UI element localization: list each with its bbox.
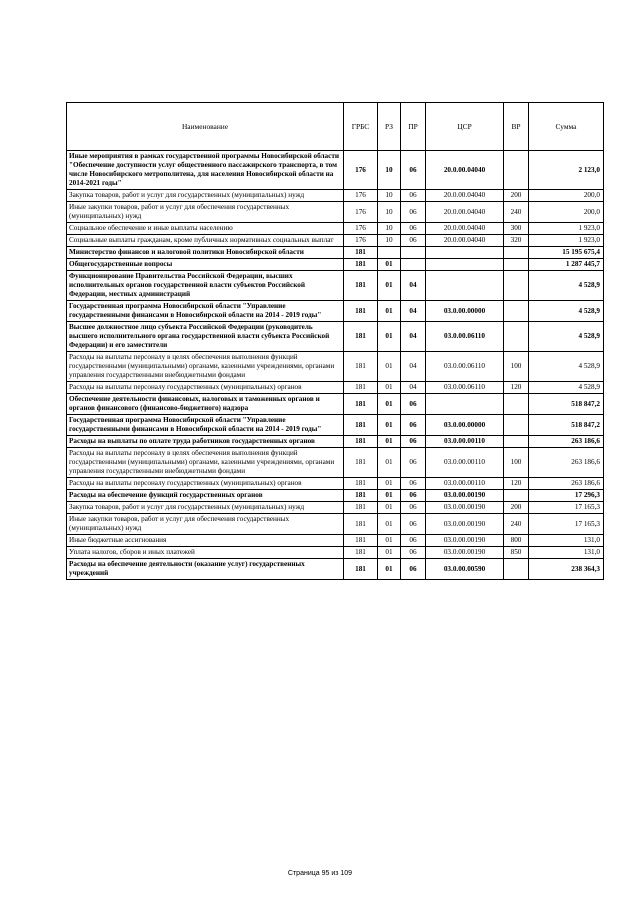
cell-grbs: 181 [344,259,378,271]
cell-csr [426,394,504,415]
table-row [67,478,604,490]
cell-pr: 04 [401,322,426,352]
cell-rz: 01 [378,514,401,535]
cell-grbs: 181 [344,301,378,322]
cell-pr [401,259,426,271]
cell-grbs: 176 [344,202,378,223]
cell-name: Расходы на обеспечение деятельности (оказание услуг) государственных учреждений [67,559,344,580]
cell-rz: 01 [378,448,401,478]
cell-rz: 01 [378,535,401,547]
cell-pr: 06 [401,202,426,223]
cell-name: Обеспечение деятельности финансовых, налоговых и таможенных органов и органов финансового (финансово-бюджетного) надзора [67,394,344,415]
table-row [67,559,604,580]
cell-pr: 06 [401,535,426,547]
cell-pr: 06 [401,151,426,190]
cell-pr [401,247,426,259]
cell-vr: 120 [504,382,529,394]
cell-rz: 01 [378,478,401,490]
cell-sum: 238 364,3 [529,559,604,580]
cell-rz: 01 [378,559,401,580]
cell-grbs: 181 [344,415,378,436]
cell-pr: 06 [401,436,426,448]
cell-sum: 4 528,9 [529,322,604,352]
cell-csr: 03.0.00.00190 [426,535,504,547]
cell-pr: 06 [401,490,426,502]
cell-sum: 4 528,9 [529,352,604,382]
table-row [67,415,604,436]
cell-pr: 06 [401,448,426,478]
cell-csr: 03.0.00.00190 [426,490,504,502]
cell-sum: 17 165,3 [529,502,604,514]
cell-name: Расходы на выплаты персоналу государственных (муниципальных) органов [67,382,344,394]
table-row [67,490,604,502]
cell-csr: 20.0.00.04040 [426,223,504,235]
cell-grbs: 181 [344,514,378,535]
cell-csr: 03.0.00.00190 [426,502,504,514]
cell-csr: 03.0.00.06110 [426,322,504,352]
cell-vr: 320 [504,235,529,247]
cell-grbs: 181 [344,322,378,352]
cell-grbs: 181 [344,394,378,415]
table-row [67,301,604,322]
cell-vr [504,436,529,448]
cell-vr [504,559,529,580]
cell-vr: 850 [504,547,529,559]
cell-csr [426,247,504,259]
cell-grbs: 181 [344,535,378,547]
table-row [67,247,604,259]
table-row [67,151,604,190]
table-row [67,271,604,301]
cell-name: Уплата налогов, сборов и иных платежей [67,547,344,559]
table-row [67,352,604,382]
cell-name: Закупка товаров, работ и услуг для государственных (муниципальных) нужд [67,190,344,202]
cell-grbs: 181 [344,478,378,490]
table-row [67,259,604,271]
cell-grbs: 181 [344,271,378,301]
cell-name: Социальные выплаты гражданам, кроме публичных нормативных социальных выплат [67,235,344,247]
cell-csr: 03.0.00.00190 [426,547,504,559]
cell-csr: 20.0.00.04040 [426,235,504,247]
cell-rz: 01 [378,502,401,514]
cell-csr: 20.0.00.04040 [426,151,504,190]
cell-rz: 01 [378,436,401,448]
cell-rz: 01 [378,271,401,301]
cell-rz: 01 [378,382,401,394]
cell-csr: 03.0.00.00190 [426,514,504,535]
cell-vr [504,151,529,190]
cell-csr: 03.0.00.00000 [426,415,504,436]
cell-sum: 131,0 [529,547,604,559]
cell-name: Иные закупки товаров, работ и услуг для обеспечения государственных (муниципальных) нужд [67,514,344,535]
cell-sum: 200,0 [529,190,604,202]
cell-sum: 263 186,6 [529,478,604,490]
table-row [67,382,604,394]
cell-grbs: 176 [344,190,378,202]
cell-sum: 518 847,2 [529,394,604,415]
cell-pr: 06 [401,514,426,535]
cell-grbs: 181 [344,436,378,448]
cell-name: Высшее должностное лицо субъекта Российской Федерации (руководитель высшего исполнительного органа государственной власти субъекта Российской Федерации) и его заместители [67,322,344,352]
cell-vr: 120 [504,478,529,490]
cell-sum: 1 923,0 [529,235,604,247]
cell-sum: 1 923,0 [529,223,604,235]
cell-sum: 2 123,0 [529,151,604,190]
table-row [67,394,604,415]
cell-csr: 20.0.00.04040 [426,202,504,223]
cell-name: Иные мероприятия в рамках государственной программы Новосибирской области "Обеспечение доступности услуг общественного пассажирского транспорта, в том числе Новосибирского метрополитена, для населения Новосибирской области на 2014-2021 годы" [67,151,344,190]
cell-sum: 4 528,9 [529,271,604,301]
cell-csr [426,259,504,271]
budget-table [66,102,604,580]
cell-vr: 100 [504,448,529,478]
cell-pr: 06 [401,190,426,202]
cell-csr: 03.0.00.00590 [426,559,504,580]
cell-rz: 10 [378,190,401,202]
cell-grbs: 181 [344,502,378,514]
cell-rz: 01 [378,259,401,271]
cell-csr: 03.0.00.06110 [426,382,504,394]
cell-sum: 200,0 [529,202,604,223]
cell-name: Министерство финансов и налоговой политики Новосибирской области [67,247,344,259]
cell-name: Социальное обеспечение и иные выплаты населению [67,223,344,235]
cell-rz: 10 [378,223,401,235]
cell-grbs: 176 [344,151,378,190]
cell-rz [378,247,401,259]
cell-grbs: 181 [344,448,378,478]
cell-pr: 06 [401,415,426,436]
cell-grbs: 181 [344,547,378,559]
table-row [67,502,604,514]
header-pr: ПР [401,103,426,151]
cell-name: Закупка товаров, работ и услуг для государственных (муниципальных) нужд [67,502,344,514]
cell-grbs: 176 [344,223,378,235]
table-row [67,448,604,478]
header-name: Наименование [67,103,344,151]
cell-sum: 17 296,3 [529,490,604,502]
cell-name: Расходы на выплаты персоналу государственных (муниципальных) органов [67,478,344,490]
cell-vr: 100 [504,352,529,382]
cell-name: Расходы на обеспечение функций государственных органов [67,490,344,502]
table-row [67,223,604,235]
cell-name: Расходы на выплаты персоналу в целях обеспечения выполнения функций государственными (муниципальными) органами, казенными учреждениями, органами управления государственными внебюджетными фондами [67,352,344,382]
cell-sum: 15 195 675,4 [529,247,604,259]
cell-vr [504,394,529,415]
cell-name: Государственная программа Новосибирской области "Управление государственными финансами в Новосибирской области на 2014 - 2019 годы" [67,415,344,436]
cell-sum: 1 287 445,7 [529,259,604,271]
cell-pr: 06 [401,394,426,415]
cell-sum: 263 186,6 [529,436,604,448]
cell-csr: 20.0.00.04040 [426,190,504,202]
cell-rz: 01 [378,301,401,322]
cell-rz: 01 [378,394,401,415]
cell-rz: 01 [378,547,401,559]
cell-grbs: 181 [344,490,378,502]
cell-pr: 04 [401,352,426,382]
cell-rz: 10 [378,202,401,223]
table-row [67,235,604,247]
cell-grbs: 181 [344,352,378,382]
cell-vr: 200 [504,502,529,514]
cell-sum: 17 165,3 [529,514,604,535]
cell-grbs: 181 [344,382,378,394]
cell-pr: 04 [401,382,426,394]
header-csr: ЦСР [426,103,504,151]
cell-pr: 04 [401,271,426,301]
cell-pr: 06 [401,559,426,580]
header-grbs: ГРБС [344,103,378,151]
table-row [67,535,604,547]
cell-vr: 800 [504,535,529,547]
cell-vr: 300 [504,223,529,235]
header-vr: ВР [504,103,529,151]
cell-vr [504,271,529,301]
cell-name: Иные бюджетные ассигнования [67,535,344,547]
cell-pr: 06 [401,223,426,235]
cell-name: Расходы на выплаты персоналу в целях обеспечения выполнения функций государственными (муниципальными) органами, казенными учреждениями, органами управления государственными внебюджетными фондами [67,448,344,478]
cell-vr [504,322,529,352]
table-row [67,190,604,202]
cell-rz: 01 [378,490,401,502]
cell-grbs: 181 [344,559,378,580]
cell-sum: 131,0 [529,535,604,547]
table-row [67,514,604,535]
cell-csr: 03.0.00.00110 [426,478,504,490]
table-row [67,436,604,448]
table-header-row [67,103,604,151]
cell-csr [426,271,504,301]
cell-name: Расходы на выплаты по оплате труда работников государственных органов [67,436,344,448]
cell-pr: 06 [401,502,426,514]
cell-vr: 240 [504,202,529,223]
cell-csr: 03.0.00.00110 [426,448,504,478]
cell-vr [504,247,529,259]
cell-name: Государственная программа Новосибирской области "Управление государственными финансами в Новосибирской области на 2014 - 2019 годы" [67,301,344,322]
cell-pr: 06 [401,478,426,490]
cell-rz: 10 [378,151,401,190]
table-row [67,322,604,352]
table-row [67,547,604,559]
cell-name: Общегосударственные вопросы [67,259,344,271]
cell-sum: 4 528,9 [529,301,604,322]
cell-name: Иные закупки товаров, работ и услуг для обеспечения государственных (муниципальных) нужд [67,202,344,223]
cell-vr [504,259,529,271]
cell-vr [504,301,529,322]
cell-rz: 01 [378,322,401,352]
cell-vr [504,415,529,436]
cell-sum: 4 528,9 [529,382,604,394]
cell-vr: 240 [504,514,529,535]
cell-name: Функционирование Правительства Российской Федерации, высших исполнительных органов государственной власти субъектов Российской Федерации, местных администраций [67,271,344,301]
cell-pr: 06 [401,235,426,247]
cell-vr: 200 [504,190,529,202]
cell-pr: 06 [401,547,426,559]
cell-vr [504,490,529,502]
cell-csr: 03.0.00.00000 [426,301,504,322]
cell-sum: 263 186,6 [529,448,604,478]
cell-rz: 01 [378,415,401,436]
cell-rz: 10 [378,235,401,247]
cell-rz: 01 [378,352,401,382]
page-number: Страница 95 из 109 [287,870,353,877]
cell-grbs: 181 [344,247,378,259]
cell-grbs: 176 [344,235,378,247]
cell-csr: 03.0.00.00110 [426,436,504,448]
header-sum: Сумма [529,103,604,151]
header-rz: РЗ [378,103,401,151]
cell-pr: 04 [401,301,426,322]
cell-csr: 03.0.00.06110 [426,352,504,382]
cell-sum: 518 847,2 [529,415,604,436]
table-row [67,202,604,223]
